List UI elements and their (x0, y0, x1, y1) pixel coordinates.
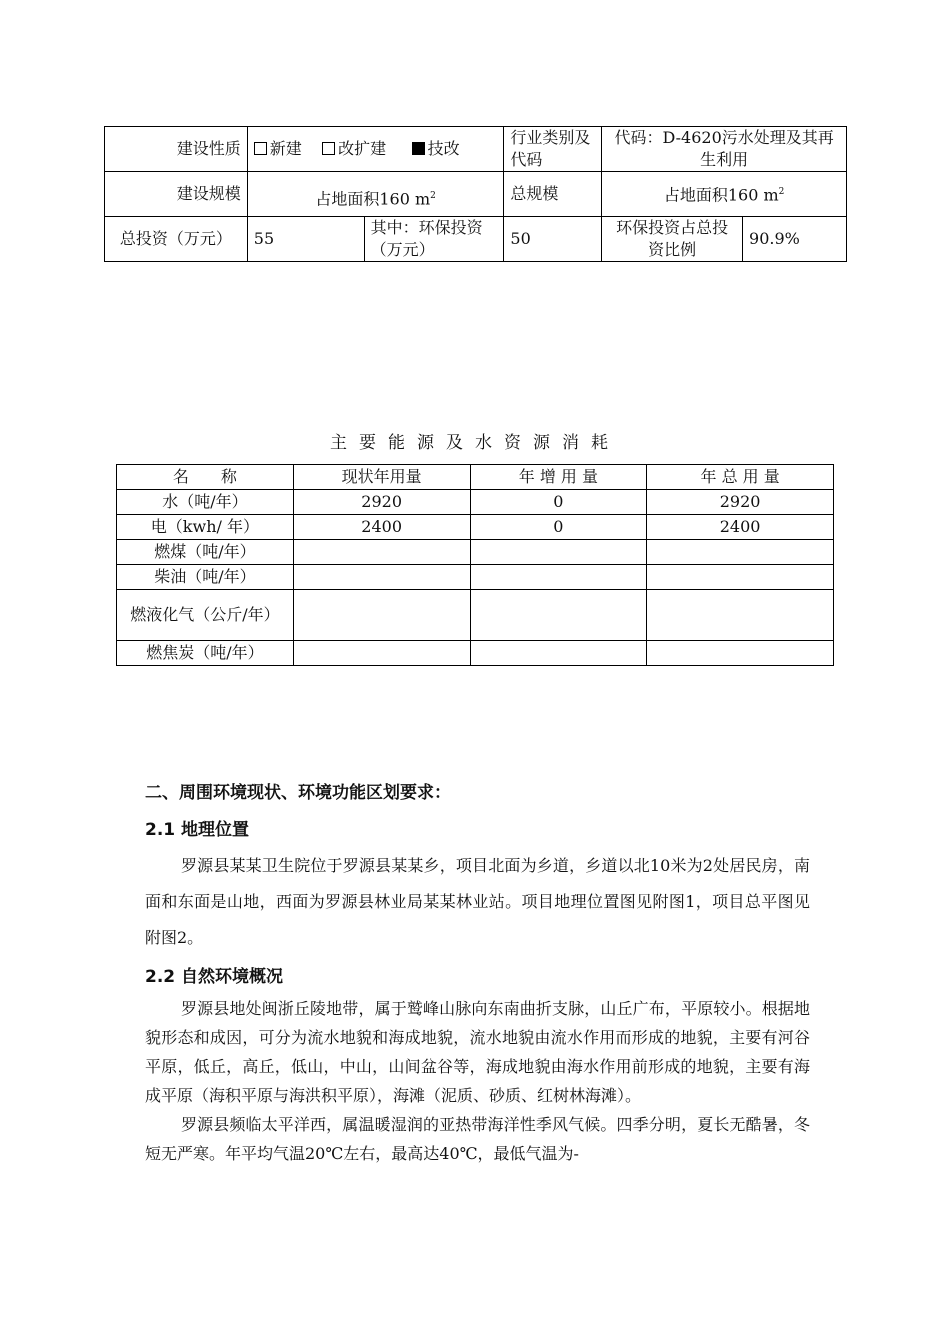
investment-value: 55 (247, 217, 364, 262)
checkbox-renovate[interactable]: 技改 (412, 139, 460, 158)
env-invest-label: 其中：环保投资（万元） (364, 217, 504, 262)
table-row (117, 565, 834, 590)
project-info-table (104, 126, 847, 262)
checkbox-expand[interactable]: 改扩建 (322, 139, 386, 158)
ratio-label: 环保投资占总投资比例 (602, 217, 743, 262)
checked-box-icon (412, 142, 425, 155)
row-name: 柴油（吨/年） (117, 565, 294, 590)
row-increase: 0 (470, 490, 647, 515)
industry-value: 代码：D-4620污水处理及其再生利用 (602, 127, 847, 172)
row-increase (470, 540, 647, 565)
checkbox-icon (254, 142, 267, 155)
row-name: 水（吨/年） (117, 490, 294, 515)
row-name: 燃液化气（公斤/年） (117, 590, 294, 641)
table-row (117, 590, 834, 641)
checkbox-new[interactable]: 新建 (254, 139, 302, 158)
industry-label: 行业类别及代码 (504, 127, 602, 172)
env-invest-value: 50 (504, 217, 602, 262)
row-name: 燃煤（吨/年） (117, 540, 294, 565)
row-increase (470, 590, 647, 641)
scale-label: 建设规模 (105, 172, 248, 217)
table-row (117, 540, 834, 565)
scale-value: 占地面积160 $m^2$ (247, 172, 504, 217)
nature-label: 建设性质 (105, 127, 248, 172)
table-row (117, 490, 834, 515)
row-total (647, 590, 834, 641)
row-total: 2400 (647, 515, 834, 540)
subsection-2-1-heading: 2.1 地理位置 (145, 820, 250, 840)
row-total: 2920 (647, 490, 834, 515)
section-heading: 二、周围环境现状、环境功能区划要求： (145, 783, 451, 803)
energy-table (116, 464, 834, 666)
header-current: 现状年用量 (293, 465, 470, 490)
checkbox-icon (322, 142, 335, 155)
ratio-value: 90.9% (743, 217, 847, 262)
table-header-row (117, 465, 834, 490)
row-increase (470, 641, 647, 666)
row-increase (470, 565, 647, 590)
subsection-2-2-heading: 2.2 自然环境概况 (145, 967, 284, 987)
total-scale-value: 占地面积160 $m^2$ (602, 172, 847, 217)
row-current (293, 641, 470, 666)
header-total: 年 总 用 量 (647, 465, 834, 490)
row-increase: 0 (470, 515, 647, 540)
energy-table-title: 主要能源及水资源消耗 (330, 433, 620, 453)
row-current: 2400 (293, 515, 470, 540)
location-paragraph: 罗源县某某卫生院位于罗源县某某乡，项目北面为乡道，乡道以北10米为2处居民房，南面和东面是山地，西面为罗源县林业局某某林业站。项目地理位置图见附图1，项目总平图见附图2。 (145, 856, 810, 947)
header-name: 名 称 (117, 465, 294, 490)
terrain-paragraph: 罗源县地处闽浙丘陵地带，属于鹫峰山脉向东南曲折支脉，山丘广布，平原较小。根据地貌形态和成因，可分为流水地貌和海成地貌，流水地貌由流水作用而形成的地貌，主要有河谷平原，低丘，高丘，低山，中山，山间盆谷等，海成地貌由海水作用前形成的地貌，主要有海成平原（海积平原与海洪积平原），海滩（泥质、砂质、红树林海滩）。 (145, 999, 810, 1105)
header-increase: 年 增 用 量 (470, 465, 647, 490)
row-name: 电（kwh/ 年） (117, 515, 294, 540)
row-name: 燃焦炭（吨/年） (117, 641, 294, 666)
row-total (647, 641, 834, 666)
total-scale-label: 总规模 (504, 172, 602, 217)
table-row (117, 515, 834, 540)
nature-options (247, 127, 504, 172)
row-total (647, 540, 834, 565)
nature-paragraphs (145, 994, 810, 1168)
climate-paragraph: 罗源县频临太平洋西，属温暖湿润的亚热带海洋性季风气候。四季分明，夏长无酷暑，冬短无严寒。年平均气温20℃左右，最高达40℃，最低气温为- (145, 1115, 810, 1163)
row-current (293, 565, 470, 590)
investment-label: 总投资（万元） (105, 217, 248, 262)
table-row (117, 641, 834, 666)
row-current (293, 590, 470, 641)
row-current (293, 540, 470, 565)
row-current: 2920 (293, 490, 470, 515)
row-total (647, 565, 834, 590)
